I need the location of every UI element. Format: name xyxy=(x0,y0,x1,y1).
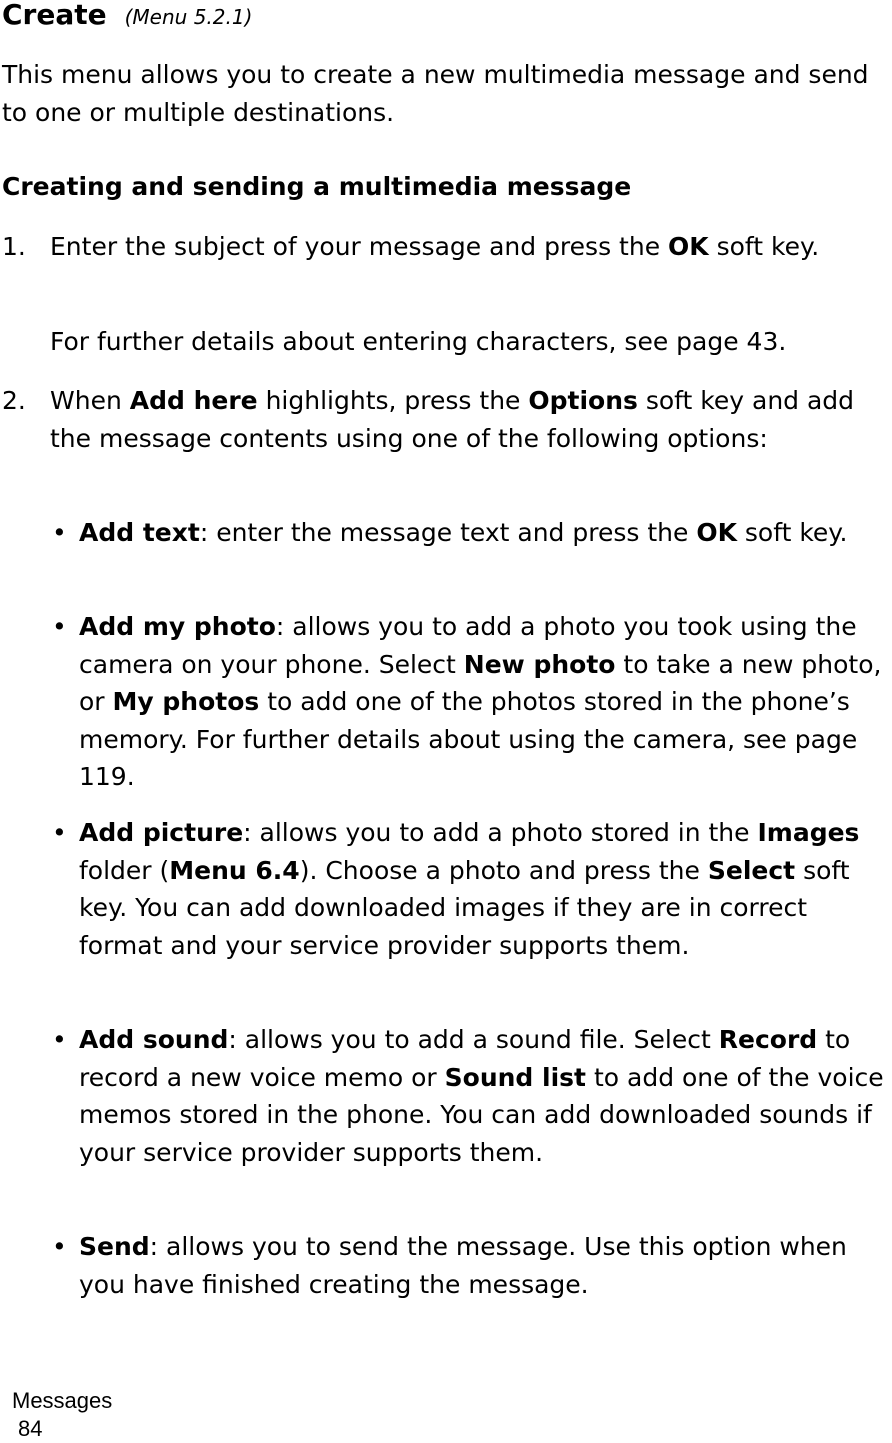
item-text-part: : allows you to add a photo you took using the camera on your phone. Select xyxy=(79,612,857,679)
item-text-part: to add one of the voice memos stored in the phone. You can add downloaded sounds if your service provider supports them. xyxy=(79,1062,884,1167)
item-text-part: : enter the message text and press the xyxy=(199,518,697,547)
menu-reference: Menu 6.4 xyxy=(169,855,300,885)
item-text-part: to take a new photo, or xyxy=(79,649,882,716)
option-name: Add sound xyxy=(79,1025,229,1054)
step-text-part: When xyxy=(50,386,130,415)
option-name: Add here xyxy=(129,386,258,415)
option-name: Add my photo xyxy=(79,612,276,641)
option-name: Sound list xyxy=(444,1062,587,1092)
item-text-part: : allows you to add a photo stored in the xyxy=(243,818,758,847)
item-text-part: to add one of the photos stored in the phone’s memory. For further details about using the camera, see page 119. xyxy=(79,687,858,791)
item-text-part: ). Choose a photo and press the xyxy=(299,855,708,885)
step-text xyxy=(50,228,890,266)
folder-name: Images xyxy=(757,818,860,847)
list-item xyxy=(79,608,889,796)
intro-paragraph: This menu allows you to create a new multimedia message and send to one or multiple destinations. xyxy=(2,60,869,127)
bullet-icon: • xyxy=(52,518,67,547)
option-name: Record xyxy=(718,1025,818,1054)
item-text-part: folder ( xyxy=(79,855,170,885)
step-note: For further details about entering characters, see page 43. xyxy=(50,327,787,356)
bullet-icon: • xyxy=(52,1232,67,1261)
item-text-part: soft key. xyxy=(736,518,848,547)
option-name: Add text xyxy=(79,518,200,547)
page-footer xyxy=(12,1387,112,1443)
bullet-icon: • xyxy=(52,612,67,641)
menu-reference: (Menu 5.2.1) xyxy=(124,5,253,29)
item-text-part: : allows you to send the message. Use this option when you have finished creating the message. xyxy=(79,1232,847,1299)
option-name: New photo xyxy=(463,649,616,679)
step-text-part: soft key and add the message contents using one of the following options: xyxy=(50,386,855,453)
step-text xyxy=(50,382,885,457)
option-name: My photos xyxy=(112,687,260,716)
title-main: Create xyxy=(2,0,107,31)
step-text-part: Enter the subject of your message and press the xyxy=(50,232,669,261)
key-name: OK xyxy=(668,232,709,261)
item-text-part: : allows you to add a sound file. Select xyxy=(228,1025,719,1054)
section-heading: Creating and sending a multimedia message xyxy=(2,172,632,201)
footer-section-name: Messages xyxy=(12,1388,113,1413)
option-name: Send xyxy=(79,1232,150,1261)
list-item xyxy=(79,514,889,552)
list-item xyxy=(79,1228,889,1303)
step-text-part: soft key. xyxy=(708,232,820,261)
page-number: 84 xyxy=(18,1416,43,1441)
item-text-part: soft key. You can add downloaded images if they are in correct format and your service provider supports them. xyxy=(79,855,850,960)
bullet-icon: • xyxy=(52,1025,67,1054)
page-title xyxy=(2,0,252,36)
list-item xyxy=(79,1021,889,1171)
key-name: OK xyxy=(696,518,737,547)
key-name: Options xyxy=(528,386,638,415)
step-number: 1. xyxy=(2,232,26,261)
step-text-part: highlights, press the xyxy=(257,386,529,415)
list-item xyxy=(79,814,889,964)
option-name: Add picture xyxy=(79,818,244,847)
key-name: Select xyxy=(707,855,796,885)
step-number: 2. xyxy=(2,386,26,415)
item-text-part: to record a new voice memo or xyxy=(79,1025,851,1092)
bullet-icon: • xyxy=(52,818,67,847)
